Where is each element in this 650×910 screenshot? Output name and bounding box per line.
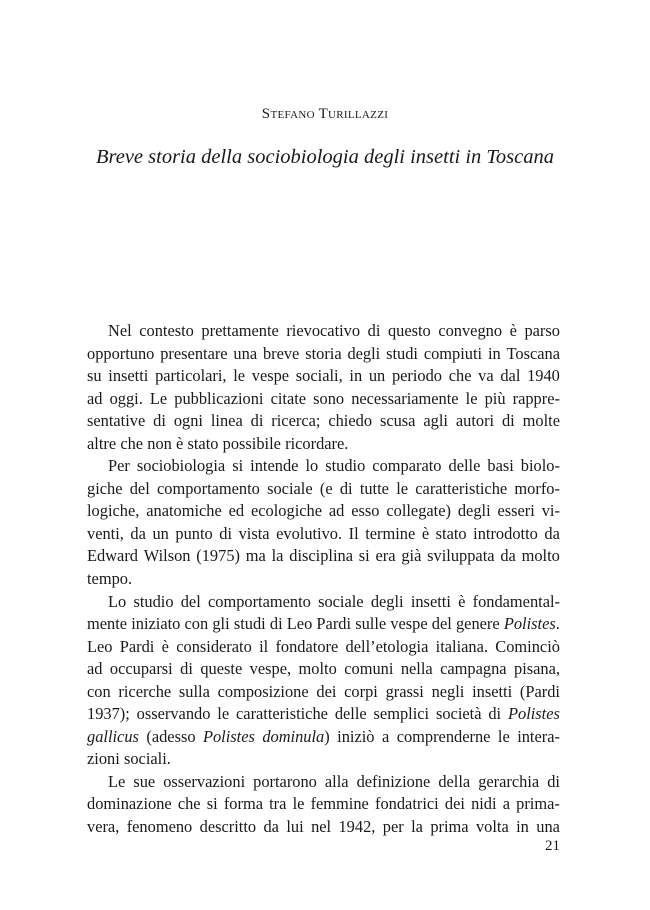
text-line: altre che non è stato possibile ricordare.	[87, 433, 349, 453]
text-line: Edward Wilson (1975) ma la disciplina si era già sviluppata da molto	[87, 546, 560, 566]
text-line: Lo studio del comportamento sociale degli insetti è fondamental-	[108, 591, 560, 611]
text-line: mente iniziato con gli studi di Leo Pardi sulle vespe del genere Polistes.	[87, 614, 560, 634]
author-name: Stefano Turillazzi	[261, 106, 389, 122]
text-line: ad occuparsi di queste vespe, molto comuni nella campagna pisana,	[87, 659, 560, 679]
text-line: ad oggi. Le pubblicazioni citate sono necessariamente le più rappre-	[87, 388, 560, 408]
text-line: Nel contesto prettamente rievocativo di questo convegno è parso	[108, 321, 560, 340]
text-line: venti, da un punto di vista evolutivo. Il termine è stato introdotto da	[87, 523, 560, 543]
text-line: tempo.	[87, 569, 133, 589]
text-line: sentative di ogni linea di ricerca; chiedo scusa agli autori di molte	[87, 411, 560, 431]
page-number: 21	[545, 838, 560, 854]
text-line: 1937); osservando le caratteristiche delle semplici società di Polistes	[87, 704, 560, 724]
text-line: Per sociobiologia si intende lo studio comparato delle basi biolo-	[108, 456, 560, 476]
text-line: Leo Pardi è considerato il fondatore dell’etologia italiana. Cominciò	[87, 636, 560, 656]
text-line: opportuno presentare una breve storia degli studi compiuti in Toscana	[87, 343, 560, 363]
text-line: Le sue osservazioni portarono alla definizione della gerarchia di	[108, 771, 560, 791]
text-line: logiche, anatomiche ed ecologiche ad esso collegate) degli esseri vi-	[87, 501, 560, 521]
text-line: dominazione che si forma tra le femmine fondatrici dei nidi a prima-	[87, 794, 560, 814]
text-line: gallicus (adesso Polistes dominula) iniziò a comprenderne le intera-	[87, 726, 560, 746]
text-line: vera, fenomeno descritto da lui nel 1942, per la prima volta in una	[87, 817, 560, 837]
text-line: con ricerche sulla composizione dei corpi grassi negli insetti (Pardi	[87, 681, 560, 701]
text-line: su insetti particolari, le vespe sociali, in un periodo che va dal 1940	[87, 366, 560, 386]
body-text	[87, 320, 560, 839]
text-line: zioni sociali.	[87, 749, 171, 769]
text-line: giche del comportamento sociale (e di tutte le caratteristiche morfo-	[87, 478, 560, 498]
article-title: Breve storia della sociobiologia degli insetti in Toscana	[96, 146, 554, 168]
